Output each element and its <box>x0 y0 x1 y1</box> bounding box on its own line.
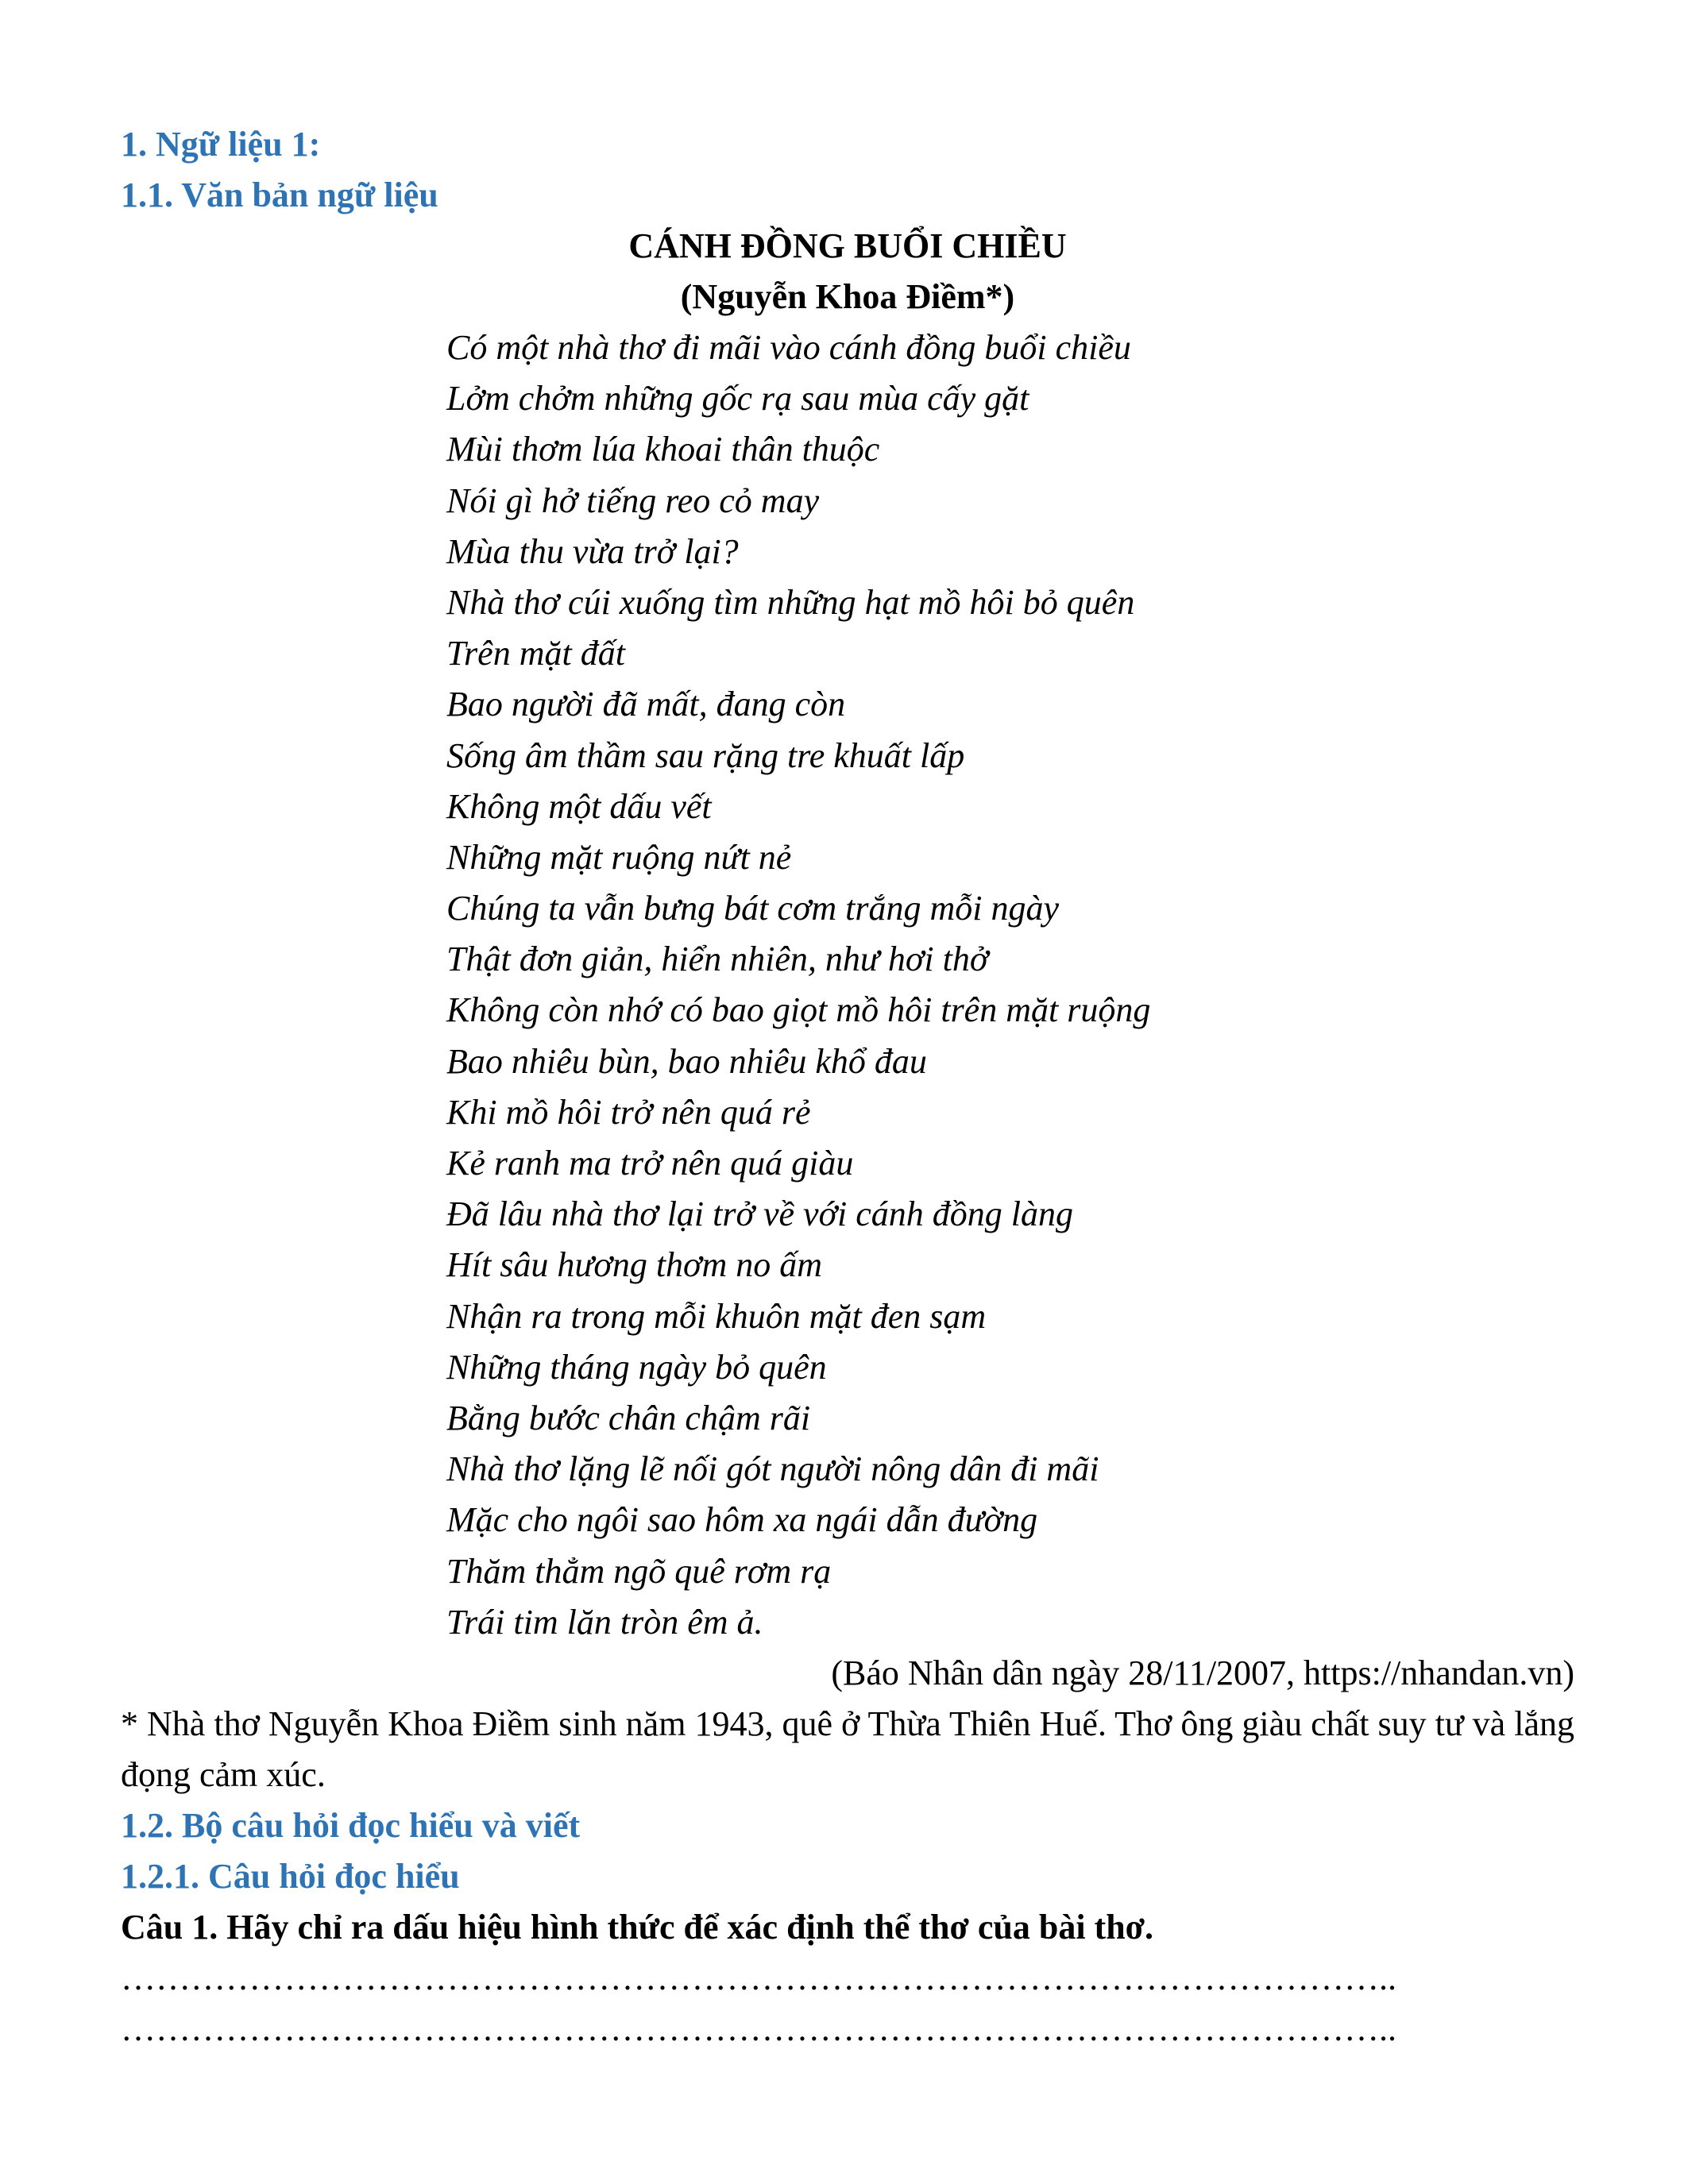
poem-line: Trên mặt đất <box>446 634 625 673</box>
answer-line-1[interactable]: ……………………………………………………………………………………………….. <box>121 1958 1396 1997</box>
poem-line: Những mặt ruộng nứt nẻ <box>446 837 792 877</box>
poem-line: Mặc cho ngôi sao hôm xa ngái dẫn đường <box>446 1500 1038 1540</box>
poem-author: (Nguyễn Khoa Điềm*) <box>680 277 1015 316</box>
poem-line: Bao người đã mất, đang còn <box>446 685 846 724</box>
poem-line: Thật đơn giản, hiển nhiên, như hơi thở <box>446 940 989 979</box>
poem-line: Không còn nhớ có bao giọt mồ hôi trên mặt ruộng <box>446 990 1151 1030</box>
author-note: * Nhà thơ Nguyễn Khoa Điềm sinh năm 1943, quê ở Thừa Thiên Huế. Thơ ông giàu chất suy tư và lắng đọng cảm xúc. <box>121 1704 1574 1794</box>
poem-line: Thăm thẳm ngõ quê rơm rạ <box>446 1551 832 1591</box>
poem-title: CÁNH ĐỒNG BUỔI CHIỀU <box>628 226 1067 265</box>
poem-line: Chúng ta vẫn bưng bát cơm trắng mỗi ngày <box>446 889 1059 928</box>
poem-line: Lởm chởm những gốc rạ sau mùa cấy gặt <box>446 379 1029 419</box>
heading-van-ban-ngu-lieu: 1.1. Văn bản ngữ liệu <box>121 176 438 214</box>
poem-line: Khi mồ hôi trở nên quá rẻ <box>446 1092 811 1132</box>
heading-bo-cau-hoi: 1.2. Bộ câu hỏi đọc hiểu và viết <box>121 1805 581 1845</box>
poem-line: Bằng bước chân chậm rãi <box>446 1398 811 1437</box>
poem-body <box>446 322 1574 1648</box>
poem-line: Những tháng ngày bỏ quên <box>446 1347 827 1387</box>
poem-source: (Báo Nhân dân ngày 28/11/2007, https://nhandan.vn) <box>831 1653 1574 1692</box>
poem-line: Kẻ ranh ma trở nên quá giàu <box>446 1144 854 1183</box>
poem-line: Nhà thơ lặng lẽ nối gót người nông dân đi mãi <box>446 1449 1099 1489</box>
poem-line: Nhà thơ cúi xuống tìm những hạt mồ hôi bỏ quên <box>446 582 1135 622</box>
heading-cau-hoi-doc-hieu: 1.2.1. Câu hỏi đọc hiểu <box>121 1856 460 1896</box>
poem-line: Sống âm thầm sau rặng tre khuất lấp <box>446 735 965 775</box>
answer-line-2[interactable]: ……………………………………………………………………………………………….. <box>121 2008 1396 2048</box>
poem-line: Hít sâu hương thơm no ấm <box>446 1245 823 1285</box>
question-1: Câu 1. Hãy chỉ ra dấu hiệu hình thức để xác định thể thơ của bài thơ. <box>121 1907 1154 1947</box>
document-page <box>121 119 1574 2055</box>
poem-line: Đã lâu nhà thơ lại trở về với cánh đồng làng <box>446 1194 1074 1234</box>
poem-line: Trái tim lăn tròn êm ả. <box>446 1602 763 1642</box>
poem-line: Bao nhiêu bùn, bao nhiêu khổ đau <box>446 1041 927 1081</box>
poem-line: Nhận ra trong mỗi khuôn mặt đen sạm <box>446 1296 987 1336</box>
heading-ngu-lieu-1: 1. Ngữ liệu 1: <box>121 125 321 164</box>
poem-line: Mùi thơm lúa khoai thân thuộc <box>446 430 880 469</box>
poem-line: Nói gì hở tiếng reo cỏ may <box>446 480 820 520</box>
poem-line: Có một nhà thơ đi mãi vào cánh đồng buổi chiều <box>446 328 1131 367</box>
poem-line: Mùa thu vừa trở lại? <box>446 531 739 571</box>
poem-line: Không một dấu vết <box>446 786 712 826</box>
